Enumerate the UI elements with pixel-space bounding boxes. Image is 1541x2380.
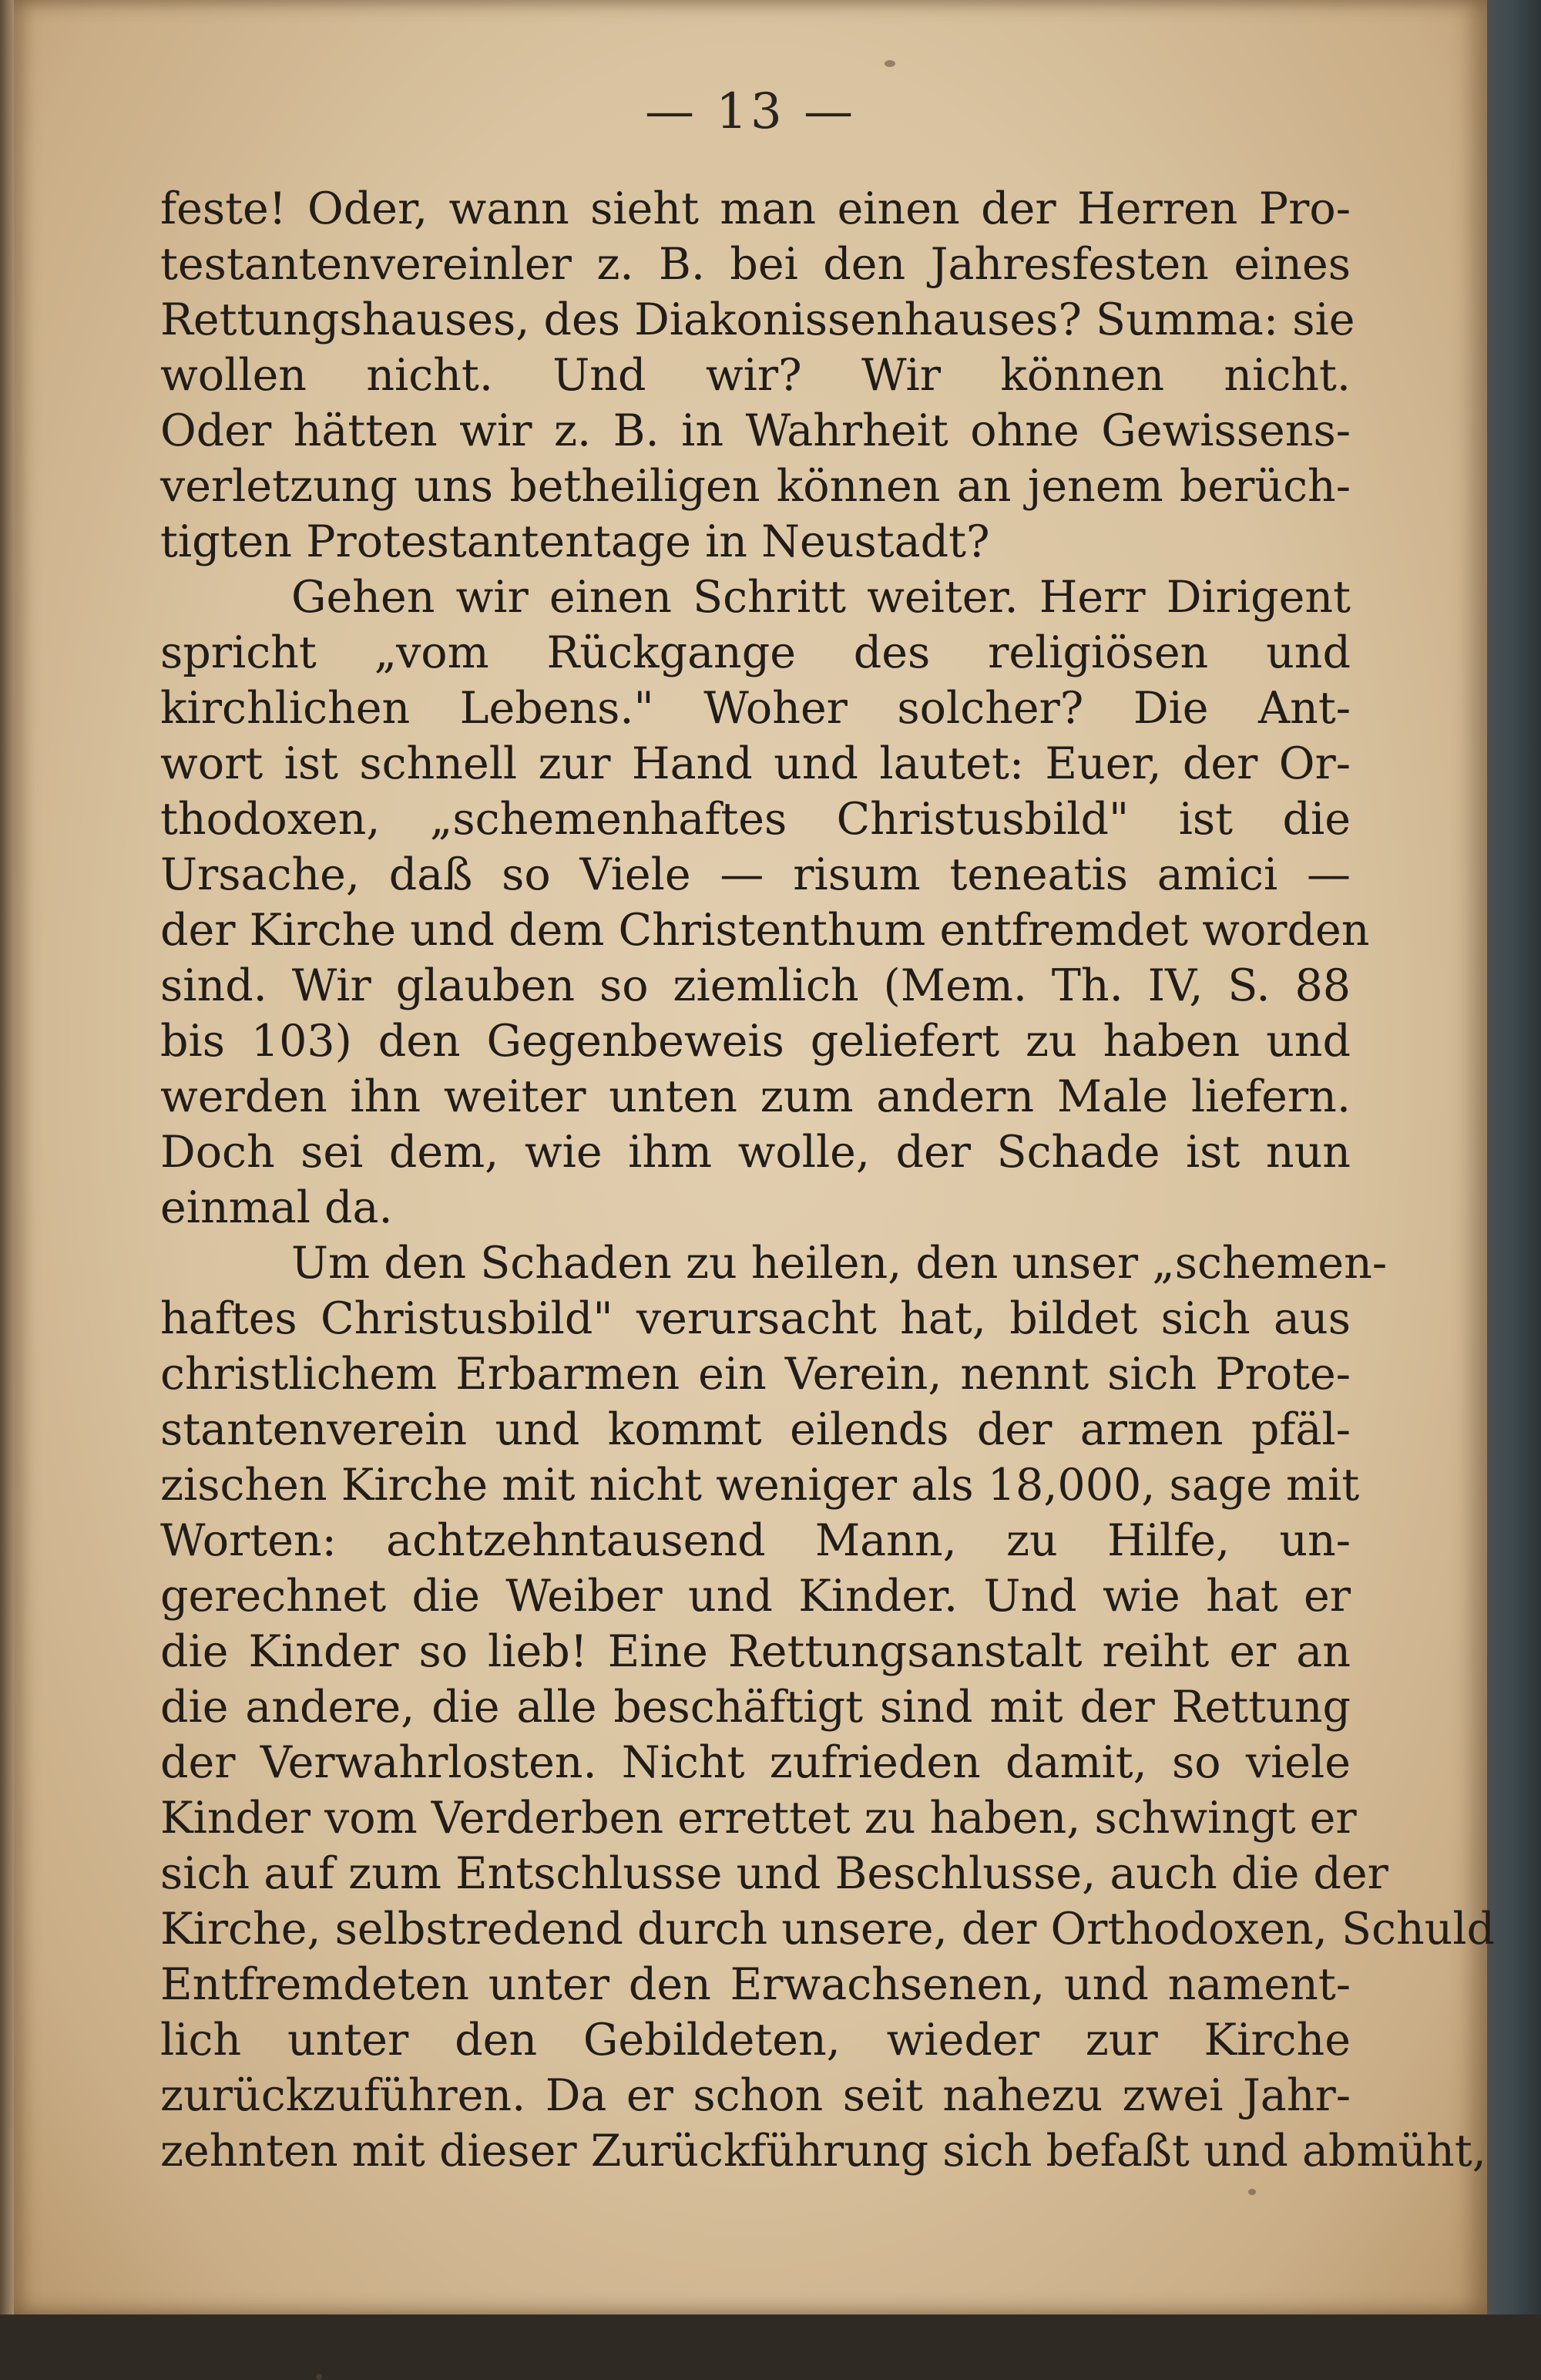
text-line: zehnten mit dieser Zurückführung sich befaßt und abmüht, — [160, 2126, 1486, 2177]
text-line: wollen nicht. Und wir? Wir können nicht. — [160, 350, 1351, 401]
text-line: christlichem Erbarmen ein Verein, nennt sich Prote- — [160, 1349, 1351, 1400]
text-line: kirchlichen Lebens." Woher solcher? Die Ant- — [160, 683, 1351, 734]
text-line: Oder hätten wir z. B. in Wahrheit ohne Gewissens- — [160, 405, 1351, 456]
text-line: Doch sei dem, wie ihm wolle, der Schade ist nun — [160, 1127, 1351, 1178]
paper-speck — [316, 2374, 322, 2380]
text-line: wort ist schnell zur Hand und lautet: Euer, der Or- — [160, 738, 1351, 789]
text-line: testantenvereinler z. B. bei den Jahresfesten eines — [160, 239, 1351, 290]
text-line: lich unter den Gebildeten, wieder zur Kirche — [160, 2015, 1351, 2066]
paper-speck — [885, 60, 895, 67]
text-line: werden ihn weiter unten zum andern Male liefern. — [160, 1071, 1351, 1122]
text-line: stantenverein und kommt eilends der armen pfäl- — [160, 1404, 1351, 1455]
text-line: sich auf zum Entschlusse und Beschlusse, auch die der — [160, 1848, 1388, 1899]
text-line: haftes Christusbild" verursacht hat, bildet sich aus — [160, 1293, 1351, 1344]
text-line: gerechnet die Weiber und Kinder. Und wie hat er — [160, 1571, 1351, 1622]
text-line: Entfremdeten unter den Erwachsenen, und nament- — [160, 1959, 1351, 2010]
body-text — [160, 181, 1496, 2179]
text-line: die andere, die alle beschäftigt sind mit der Rettung — [160, 1682, 1351, 1733]
text-line: Rettungshauses, des Diakonissenhauses? Summa: sie — [160, 294, 1355, 345]
text-line: Gehen wir einen Schritt weiter. Herr Dirigent — [291, 572, 1351, 623]
text-line: thodoxen, „schemenhaftes Christusbild" ist die — [160, 794, 1351, 845]
text-line: sind. Wir glauben so ziemlich (Mem. Th. IV, S. 88 — [160, 960, 1351, 1011]
text-line: verletzung uns betheiligen können an jenem berüch- — [160, 461, 1351, 512]
text-line: Um den Schaden zu heilen, den unser „schemen- — [291, 1238, 1388, 1289]
page-number: — 13 — — [644, 83, 857, 140]
text-line: Kinder vom Verderben errettet zu haben, schwingt er — [160, 1793, 1357, 1844]
paper-speck — [1248, 2189, 1256, 2195]
text-line: der Verwahrlosten. Nicht zufrieden damit, so viele — [160, 1737, 1351, 1788]
text-line: zurückzuführen. Da er schon seit nahezu zwei Jahr- — [160, 2070, 1351, 2121]
text-line: tigten Protestantentage in Neustadt? — [160, 516, 990, 567]
book-page — [14, 0, 1496, 2314]
text-line: die Kinder so lieb! Eine Rettungsanstalt reiht er an — [160, 1626, 1351, 1677]
text-line: Ursache, daß so Viele — risum teneatis amici — — [160, 849, 1351, 900]
text-line: spricht „vom Rückgange des religiösen und — [160, 627, 1351, 678]
text-line: feste! Oder, wann sieht man einen der Herren Pro- — [160, 183, 1351, 234]
text-line: zischen Kirche mit nicht weniger als 18,000, sage mit — [160, 1460, 1360, 1511]
text-line: einmal da. — [160, 1182, 393, 1233]
text-line: Kirche, selbstredend durch unsere, der Orthodoxen, Schuld — [160, 1904, 1496, 1955]
text-line: bis 103) den Gegenbeweis geliefert zu haben und — [160, 1016, 1351, 1067]
text-line: der Kirche und dem Christenthum entfremdet worden — [160, 905, 1370, 956]
text-line: Worten: achtzehntausend Mann, zu Hilfe, un- — [160, 1515, 1351, 1566]
